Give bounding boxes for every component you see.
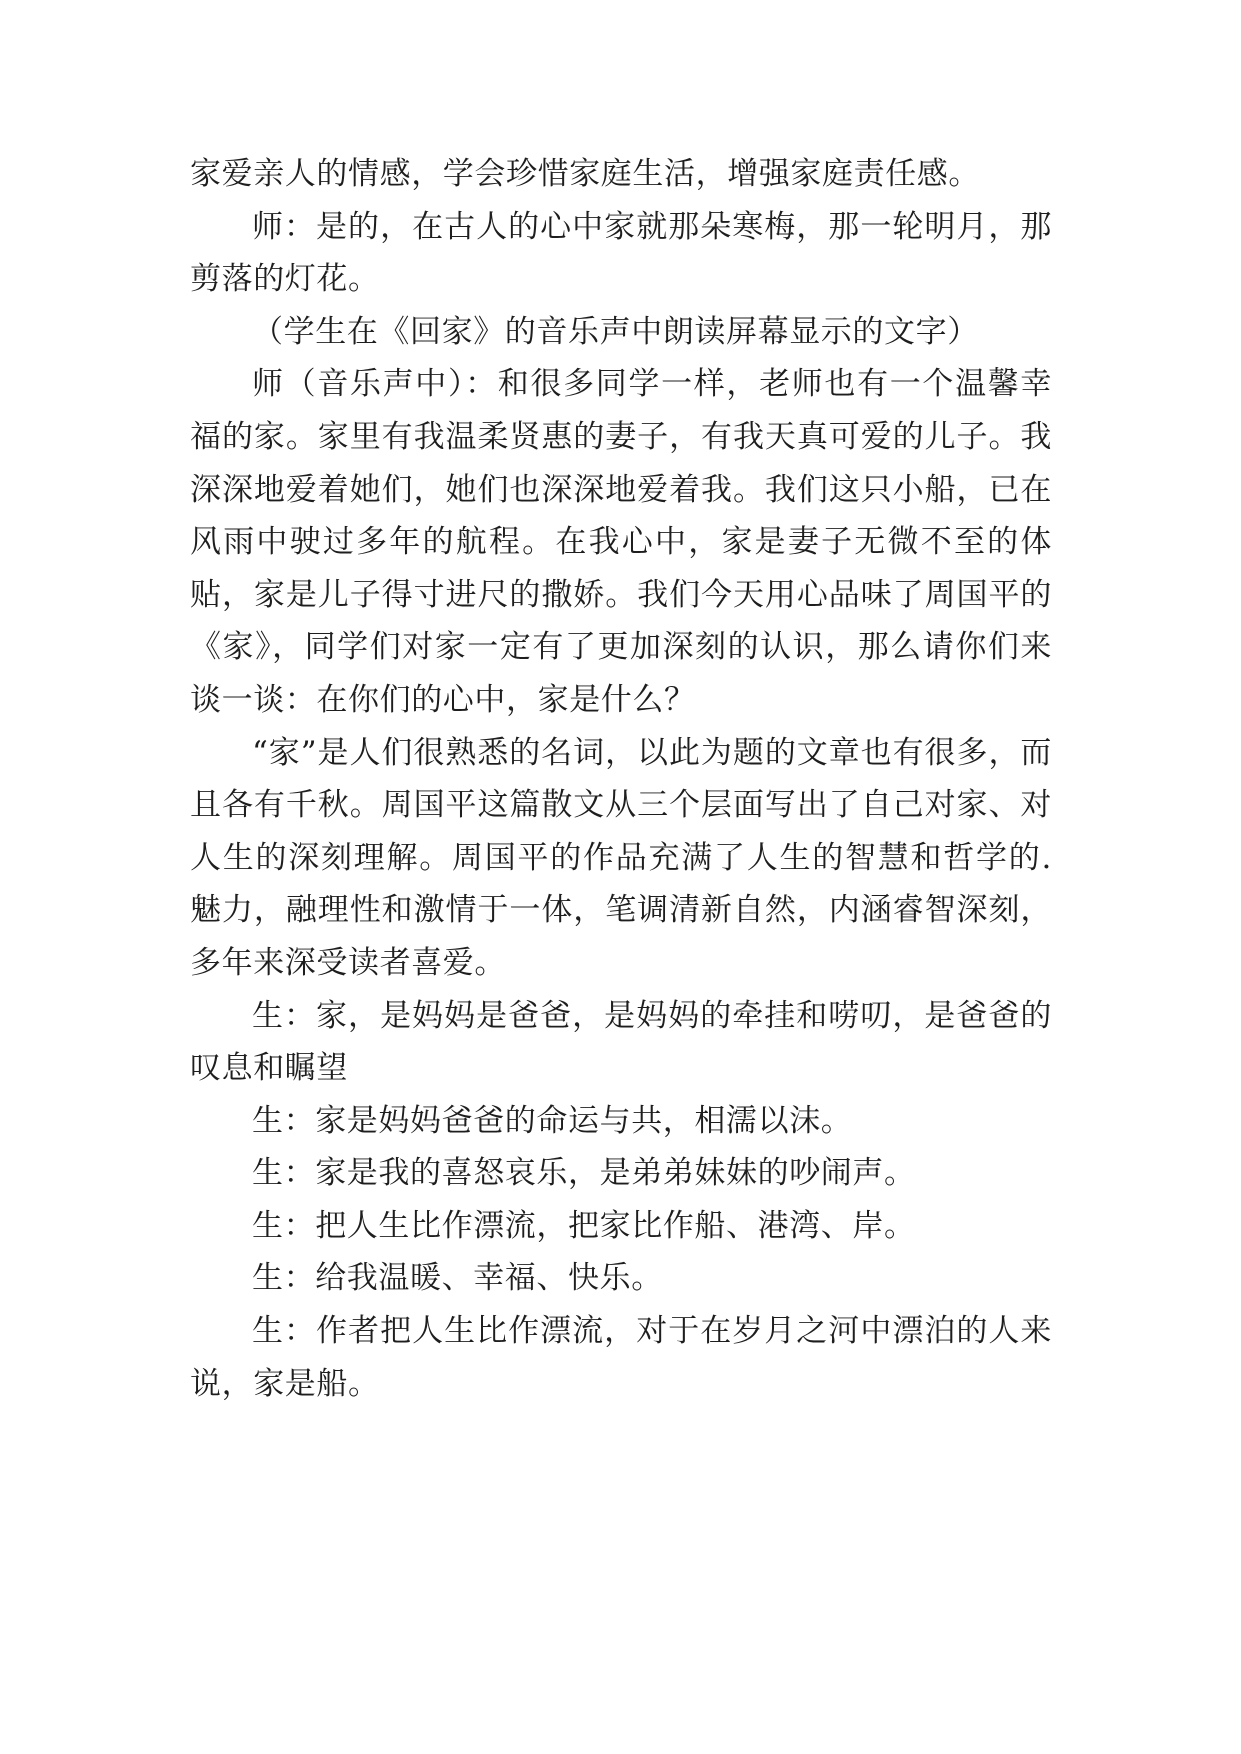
- paragraph: 生：作者把人生比作漂流，对于在岁月之河中漂泊的人来说，家是船。: [190, 1313, 1052, 1402]
- paragraph: 生：把人生比作漂流，把家比作船、港湾、岸。: [252, 1207, 916, 1244]
- paragraph: （学生在《回家》的音乐声中朗读屏幕显示的文字）: [252, 313, 979, 350]
- document-body: [190, 148, 1052, 1410]
- paragraph: 家爱亲人的情感，学会珍惜家庭生活，增强家庭责任感。: [190, 156, 980, 192]
- paragraph: “家”是人们很熟悉的名词，以此为题的文章也有很多，而且各有千秋。周国平这篇散文从三个层面写出了自己对家、对人生的深刻理解。周国平的作品充满了人生的智慧和哲学的.魅力，融理性和激情于一体，笔调清新自然，内涵睿智深刻，多年来深受读者喜爱。: [190, 734, 1052, 981]
- paragraph: 生：给我温暖、幸福、快乐。: [252, 1260, 663, 1297]
- paragraph: 生：家，是妈妈是爸爸，是妈妈的牵挂和唠叨，是爸爸的叹息和瞩望: [190, 997, 1052, 1087]
- paragraph: 生：家是我的喜怒哀乐，是弟弟妹妹的吵闹声。: [252, 1155, 916, 1192]
- paragraph: 师：是的，在古人的心中家就那朵寒梅，那一轮明月，那剪落的灯花。: [190, 208, 1052, 298]
- paragraph: 师（音乐声中）：和很多同学一样，老师也有一个温馨幸福的家。家里有我温柔贤惠的妻子，有我天真可爱的儿子。我深深地爱着她们，她们也深深地爱着我。我们这只小船，已在风雨中驶过多年的航程。在我心中，家是妻子无微不至的体贴，家是儿子得寸进尺的撒娇。我们今天用心品味了周国平的《家》，同学们对家一定有了更加深刻的认识，那么请你们来谈一谈：在你们的心中，家是什么？: [190, 366, 1052, 718]
- paragraph: 生：家是妈妈爸爸的命运与共，相濡以沫。: [252, 1102, 853, 1139]
